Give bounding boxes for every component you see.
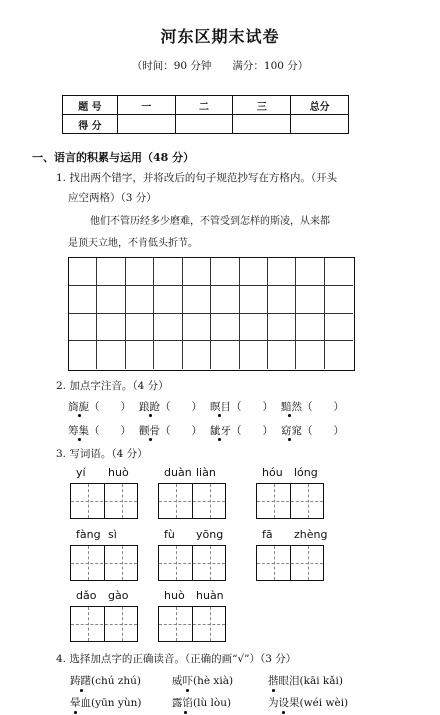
grid-cell[interactable]	[325, 314, 353, 342]
grid-cell[interactable]	[325, 341, 353, 369]
emphasis-dot	[184, 711, 187, 714]
q4-item: 为设果(wéi wèi)	[268, 697, 349, 709]
q3-pinyin-1: fù	[164, 528, 175, 541]
q2-prompt: 2. 加点字注音。（4 分）	[56, 380, 169, 392]
q1-prompt-line1: 1. 找出两个错字，并将改后的句子规范抄写在方格内。（开头	[56, 172, 338, 184]
tianzi-guide	[159, 501, 225, 502]
emphasis-dot	[78, 438, 81, 441]
emphasis-dot	[149, 438, 152, 441]
tianzi-box[interactable]	[158, 545, 226, 581]
writing-grid[interactable]	[68, 257, 355, 371]
grid-cell[interactable]	[126, 341, 154, 369]
tianzi-guide	[159, 563, 225, 564]
grid-cell[interactable]	[69, 286, 97, 314]
score-header-cell: 二	[175, 96, 233, 115]
emphasis-dot	[272, 689, 275, 692]
q4-item: 露馅(lù lòu)	[172, 697, 232, 709]
grid-cell[interactable]	[325, 286, 353, 314]
tianzi-guide	[257, 501, 323, 502]
q3-pinyin-2: lóng	[294, 466, 318, 479]
q3-pinyin-1: yí	[76, 466, 86, 479]
q3-pinyin-1: huò	[164, 589, 185, 602]
grid-cell[interactable]	[126, 258, 154, 286]
grid-cell[interactable]	[296, 341, 324, 369]
emphasis-dot	[288, 438, 291, 441]
exam-title: 河东区期末试卷	[160, 27, 280, 46]
score-header-cell: 总分	[291, 96, 349, 115]
q3-pinyin-2: gào	[108, 589, 129, 602]
q4-prompt: 4. 选择加点字的正确读音。（正确的画“√”）（3 分）	[56, 653, 297, 665]
grid-cell[interactable]	[325, 258, 353, 286]
grid-cell[interactable]	[97, 286, 125, 314]
q2-item: 筹集（ ）	[68, 425, 131, 437]
q3-pinyin-2: liàn	[196, 466, 216, 479]
grid-cell[interactable]	[296, 258, 324, 286]
grid-cell[interactable]	[69, 258, 97, 286]
q1-sentence-line1: 他们不管历经多少磨难，不管受到怎样的斯凌，从来都	[90, 216, 330, 227]
q4-item: 揩眼泪(kāi kǎi)	[268, 675, 343, 687]
q4-item: 晕血(yūn yùn)	[70, 697, 142, 709]
grid-cell[interactable]	[268, 314, 296, 342]
q3-pinyin-1: duàn	[164, 466, 192, 479]
emphasis-dot	[218, 414, 221, 417]
q3-pinyin-2: huò	[108, 466, 129, 479]
tianzi-guide	[159, 624, 225, 625]
grid-cell[interactable]	[97, 341, 125, 369]
q3-pinyin-1: fā	[262, 528, 273, 541]
grid-cell[interactable]	[126, 314, 154, 342]
score-header-cell: 三	[233, 96, 291, 115]
tianzi-box[interactable]	[70, 606, 138, 642]
grid-cell[interactable]	[183, 286, 211, 314]
q3-pinyin-1: fàng	[76, 528, 101, 541]
emphasis-dot	[74, 711, 77, 714]
q3-pinyin-2: zhèng	[294, 528, 328, 541]
score-header-cell: 题 号	[63, 96, 118, 115]
grid-cell[interactable]	[154, 314, 182, 342]
emphasis-dot	[186, 689, 189, 692]
emphasis-dot	[149, 414, 152, 417]
grid-cell[interactable]	[97, 258, 125, 286]
q2-item: 瞑目（ ）	[210, 401, 273, 413]
q2-item: 踉跄（ ）	[139, 401, 202, 413]
exam-subtitle: （时间：90 分钟 满分：100 分）	[131, 60, 309, 72]
q3-prompt: 3. 写词语。（4 分）	[56, 448, 148, 460]
score-input-cell[interactable]	[291, 115, 349, 134]
q4-item: 威吓(hè xià)	[172, 675, 234, 687]
grid-cell[interactable]	[296, 314, 324, 342]
tianzi-guide	[71, 563, 137, 564]
grid-cell[interactable]	[268, 258, 296, 286]
q2-row1	[68, 399, 344, 414]
q3-pinyin-1: hóu	[262, 466, 283, 479]
grid-cell[interactable]	[211, 314, 239, 342]
grid-cell[interactable]	[240, 286, 268, 314]
grid-cell[interactable]	[154, 286, 182, 314]
q2-item: 黯然（ ）	[281, 401, 344, 413]
grid-cell[interactable]	[183, 258, 211, 286]
grid-cell[interactable]	[183, 314, 211, 342]
tianzi-box[interactable]	[70, 545, 138, 581]
score-table-score-row	[63, 115, 349, 134]
emphasis-dot	[218, 438, 221, 441]
score-input-cell[interactable]	[175, 115, 233, 134]
q2-item: 龇牙（ ）	[210, 425, 273, 437]
score-input-cell[interactable]	[233, 115, 291, 134]
q2-item: 旖旎（ ）	[68, 401, 131, 413]
score-table	[62, 95, 349, 134]
grid-cell[interactable]	[211, 341, 239, 369]
tianzi-box[interactable]	[256, 545, 324, 581]
emphasis-dot	[80, 689, 83, 692]
score-header-cell: 一	[117, 96, 175, 115]
grid-cell[interactable]	[211, 258, 239, 286]
grid-cell[interactable]	[69, 341, 97, 369]
grid-cell[interactable]	[240, 341, 268, 369]
q1-prompt-line2: 应空两格）（3 分）	[68, 192, 157, 204]
tianzi-box[interactable]	[158, 483, 226, 519]
tianzi-box[interactable]	[70, 483, 138, 519]
grid-cell[interactable]	[268, 286, 296, 314]
grid-cell[interactable]	[240, 258, 268, 286]
grid-cell[interactable]	[126, 286, 154, 314]
q2-item: 窈窕（ ）	[281, 425, 344, 437]
grid-cell[interactable]	[154, 258, 182, 286]
grid-cell[interactable]	[296, 286, 324, 314]
emphasis-dot	[288, 414, 291, 417]
tianzi-guide	[257, 563, 323, 564]
score-table-header-row	[63, 96, 349, 115]
grid-cell[interactable]	[211, 286, 239, 314]
emphasis-dot	[282, 711, 285, 714]
q2-item: 颧骨（ ）	[139, 425, 202, 437]
grid-cell[interactable]	[154, 341, 182, 369]
tianzi-guide	[71, 501, 137, 502]
grid-cell[interactable]	[69, 314, 97, 342]
grid-cell[interactable]	[268, 341, 296, 369]
q3-pinyin-1: dǎo	[76, 589, 97, 602]
tianzi-guide	[71, 624, 137, 625]
section-1-heading: 一、语言的积累与运用（48 分）	[32, 151, 195, 164]
score-row-label: 得 分	[63, 115, 118, 134]
tianzi-box[interactable]	[256, 483, 324, 519]
emphasis-dot	[78, 414, 81, 417]
q4-item: 踌躇(chú zhú)	[70, 675, 141, 687]
tianzi-box[interactable]	[158, 606, 226, 642]
q3-pinyin-2: yōng	[196, 528, 224, 541]
q3-pinyin-2: sì	[108, 528, 117, 541]
q1-sentence-line2: 是顶天立地，不肯低头折节。	[68, 238, 198, 249]
grid-cell[interactable]	[183, 341, 211, 369]
score-input-cell[interactable]	[117, 115, 175, 134]
grid-cell[interactable]	[97, 314, 125, 342]
q2-row2	[68, 423, 344, 438]
grid-cell[interactable]	[240, 314, 268, 342]
q3-pinyin-2: huàn	[196, 589, 224, 602]
